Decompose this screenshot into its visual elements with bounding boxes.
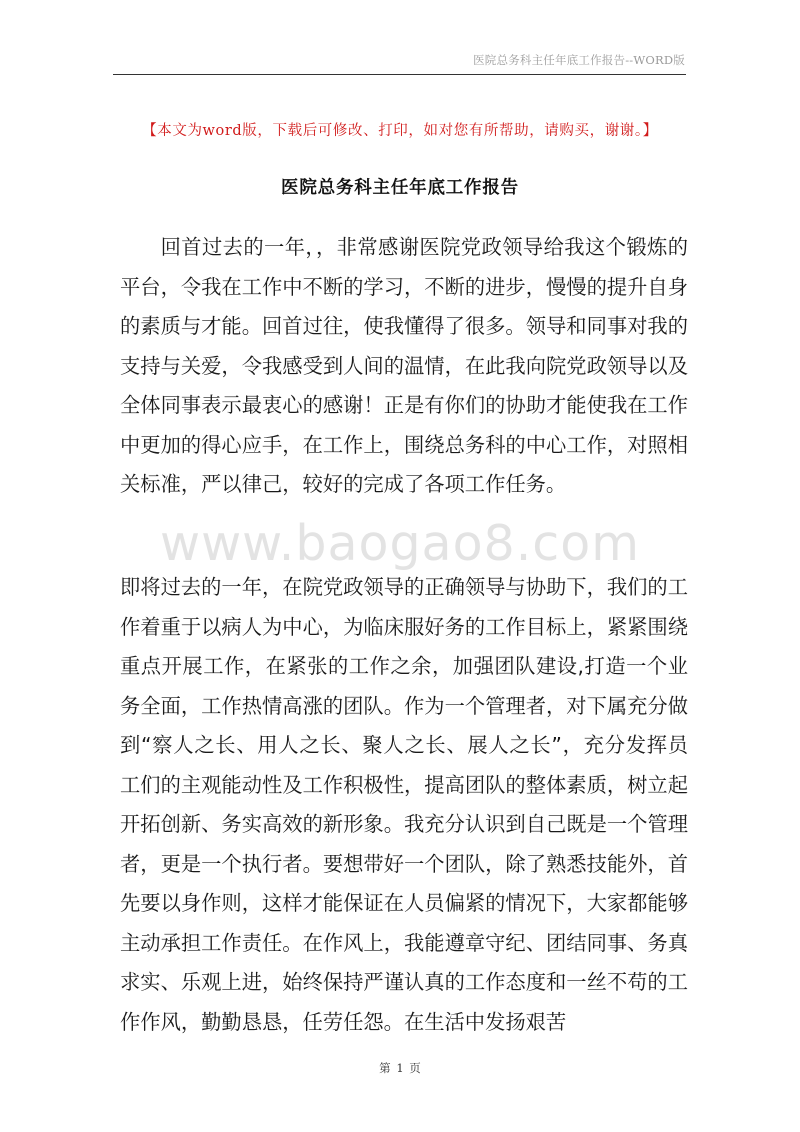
running-header: 医院总务科主任年底工作报告--WORD版 <box>473 53 685 67</box>
body-paragraph-1: 回首过去的一年，，非常感谢医院党政领导给我这个锻炼的平台，令我在工作中不断的学习，不断的进步，慢慢的提升自身的素质与才能。回首过往，使我懂得了很多。领导和同事对我的支持与关爱，令我感受到人间的温情，在此我向院党政领导以及全体同事表示最衷心的感谢！正是有你们的协助才能使我在工作中更加的得心应手，在工作上，围绕总务科的中心工作，对照相关标准，严以律己，较好的完成了各项工作任务。 <box>120 235 688 496</box>
document-title: 医院总务科主任年底工作报告 <box>281 178 519 198</box>
header-divider <box>113 74 686 75</box>
page-number: 第 1 页 <box>379 1061 421 1075</box>
watermark: www.baogao8.com <box>160 515 640 572</box>
body-paragraph-2: 即将过去的一年，在院党政领导的正确领导与协助下，我们的工作着重于以病人为中心，为临床服好务的工作目标上，紧紧围绕重点开展工作，在紧张的工作之余，加强团队建设,打造一个业务全面，工作热情高涨的团队。作为一个管理者，对下属充分做到“察人之长、用人之长、聚人之长、展人之长”，充分发挥员工们的主观能动性及工作积极性，提高团队的整体素质，树立起开拓创新、务实高效的新形象。我充分认识到自己既是一个管理者，更是一个执行者。要想带好一个团队，除了熟悉技能外，首先要以身作则，这样才能保证在人员偏紧的情况下，大家都能够主动承担工作责任。在作风上，我能遵章守纪、团结同事、务真求实、乐观上进，始终保持严谨认真的工作态度和一丝不苟的工作作风，勤勤恳恳，任劳任怨。在生活中发扬艰苦 <box>120 575 688 1034</box>
purchase-notice: 【本文为word版，下载后可修改、打印，如对您有所帮助，请购买，谢谢。】 <box>142 123 658 139</box>
